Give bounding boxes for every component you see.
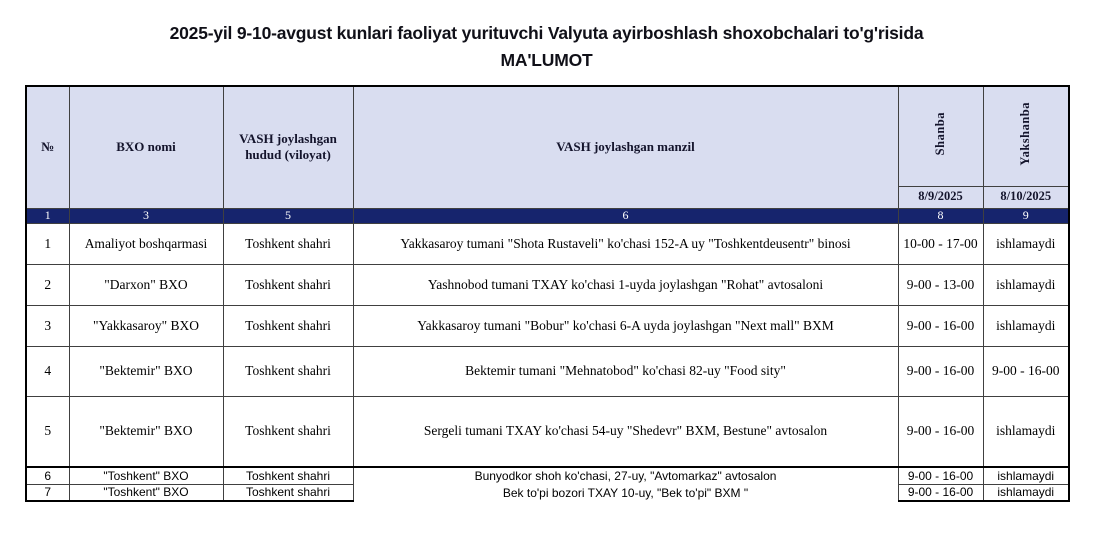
saturday-hours-cell: 9-00 - 16-00 xyxy=(898,346,983,396)
sunday-hours-cell: ishlamaydi xyxy=(983,396,1069,467)
row-number-cell: 2 xyxy=(26,264,69,305)
col-header-name: BXO nomi xyxy=(69,86,223,208)
saturday-hours-cell: 9-00 - 16-00 xyxy=(898,467,983,484)
region-cell: Toshkent shahri xyxy=(223,223,353,264)
row-number-cell: 4 xyxy=(26,346,69,396)
bxo-name-cell: "Yakkasaroy" BXO xyxy=(69,305,223,346)
saturday-hours-cell: 9-00 - 16-00 xyxy=(898,305,983,346)
header-row xyxy=(26,86,1069,186)
col-header-number: № xyxy=(26,86,69,208)
sunday-hours-cell: ishlamaydi xyxy=(983,305,1069,346)
column-index-row xyxy=(26,208,1069,223)
col-header-saturday xyxy=(898,86,983,186)
address-cell: Bunyodkor shoh ko'chasi, 27-uy, "Avtomarkaz" avtosalon xyxy=(353,467,898,484)
bxo-name-cell: "Bektemir" BXO xyxy=(69,346,223,396)
bxo-name-cell: "Darxon" BXO xyxy=(69,264,223,305)
table-row xyxy=(26,223,1069,264)
row-number-cell: 7 xyxy=(26,484,69,501)
col-header-region: VASH joylashgan hudud (viloyat) xyxy=(223,86,353,208)
saturday-date: 8/9/2025 xyxy=(898,186,983,208)
saturday-hours-cell: 9-00 - 16-00 xyxy=(898,484,983,501)
column-index-cell: 6 xyxy=(353,208,898,223)
bxo-name-cell: Amaliyot boshqarmasi xyxy=(69,223,223,264)
region-cell: Toshkent shahri xyxy=(223,467,353,484)
branches-table xyxy=(25,85,1070,502)
region-cell: Toshkent shahri xyxy=(223,305,353,346)
sunday-hours-cell: ishlamaydi xyxy=(983,467,1069,484)
row-number-cell: 5 xyxy=(26,396,69,467)
address-cell: Yakkasaroy tumani "Shota Rustaveli" ko'chasi 152-A uy "Toshkentdeusentr" binosi xyxy=(353,223,898,264)
sunday-hours-cell: ishlamaydi xyxy=(983,223,1069,264)
row-number-cell: 1 xyxy=(26,223,69,264)
page-title xyxy=(0,20,1093,74)
saturday-hours-cell: 9-00 - 13-00 xyxy=(898,264,983,305)
region-cell: Toshkent shahri xyxy=(223,396,353,467)
address-cell: Bektemir tumani "Mehnatobod" ko'chasi 82-uy "Food sity" xyxy=(353,346,898,396)
saturday-label: Shanba xyxy=(932,112,947,156)
table-row xyxy=(26,467,1069,484)
saturday-hours-cell: 10-00 - 17-00 xyxy=(898,223,983,264)
bxo-name-cell: "Bektemir" BXO xyxy=(69,396,223,467)
address-cell: Yashnobod tumani TXAY ko'chasi 1-uyda joylashgan "Rohat" avtosaloni xyxy=(353,264,898,305)
sunday-hours-cell: 9-00 - 16-00 xyxy=(983,346,1069,396)
row-number-cell: 6 xyxy=(26,467,69,484)
page-title-line1: 2025-yil 9-10-avgust kunlari faoliyat yurituvchi Valyuta ayirboshlash shoxobchalari to'g'risida xyxy=(169,23,924,43)
column-index-cell: 5 xyxy=(223,208,353,223)
row-number-cell: 3 xyxy=(26,305,69,346)
address-cell: Bek to'pi bozori TXAY 10-uy, "Bek to'pi" BXM " xyxy=(353,484,898,501)
table-row xyxy=(26,396,1069,467)
sunday-date: 8/10/2025 xyxy=(983,186,1069,208)
table-row xyxy=(26,346,1069,396)
page-title-line2: MA'LUMOT xyxy=(500,50,593,71)
region-cell: Toshkent shahri xyxy=(223,484,353,501)
address-cell: Yakkasaroy tumani "Bobur" ko'chasi 6-A uyda joylashgan "Next mall" BXM xyxy=(353,305,898,346)
sunday-hours-cell: ishlamaydi xyxy=(983,484,1069,501)
column-index-cell: 9 xyxy=(983,208,1069,223)
bxo-name-cell: "Toshkent" BXO xyxy=(69,484,223,501)
col-header-sunday xyxy=(983,86,1069,186)
bxo-name-cell: "Toshkent" BXO xyxy=(69,467,223,484)
table-row xyxy=(26,305,1069,346)
sunday-label: Yakshanba xyxy=(1017,102,1032,166)
address-cell: Sergeli tumani TXAY ko'chasi 54-uy "Shedevr" BXM, Bestune" avtosalon xyxy=(353,396,898,467)
table-row xyxy=(26,484,1069,501)
region-cell: Toshkent shahri xyxy=(223,264,353,305)
saturday-hours-cell: 9-00 - 16-00 xyxy=(898,396,983,467)
sunday-hours-cell: ishlamaydi xyxy=(983,264,1069,305)
column-index-cell: 8 xyxy=(898,208,983,223)
column-index-cell: 1 xyxy=(26,208,69,223)
table-row xyxy=(26,264,1069,305)
region-cell: Toshkent shahri xyxy=(223,346,353,396)
column-index-cell: 3 xyxy=(69,208,223,223)
col-header-address: VASH joylashgan manzil xyxy=(353,86,898,208)
